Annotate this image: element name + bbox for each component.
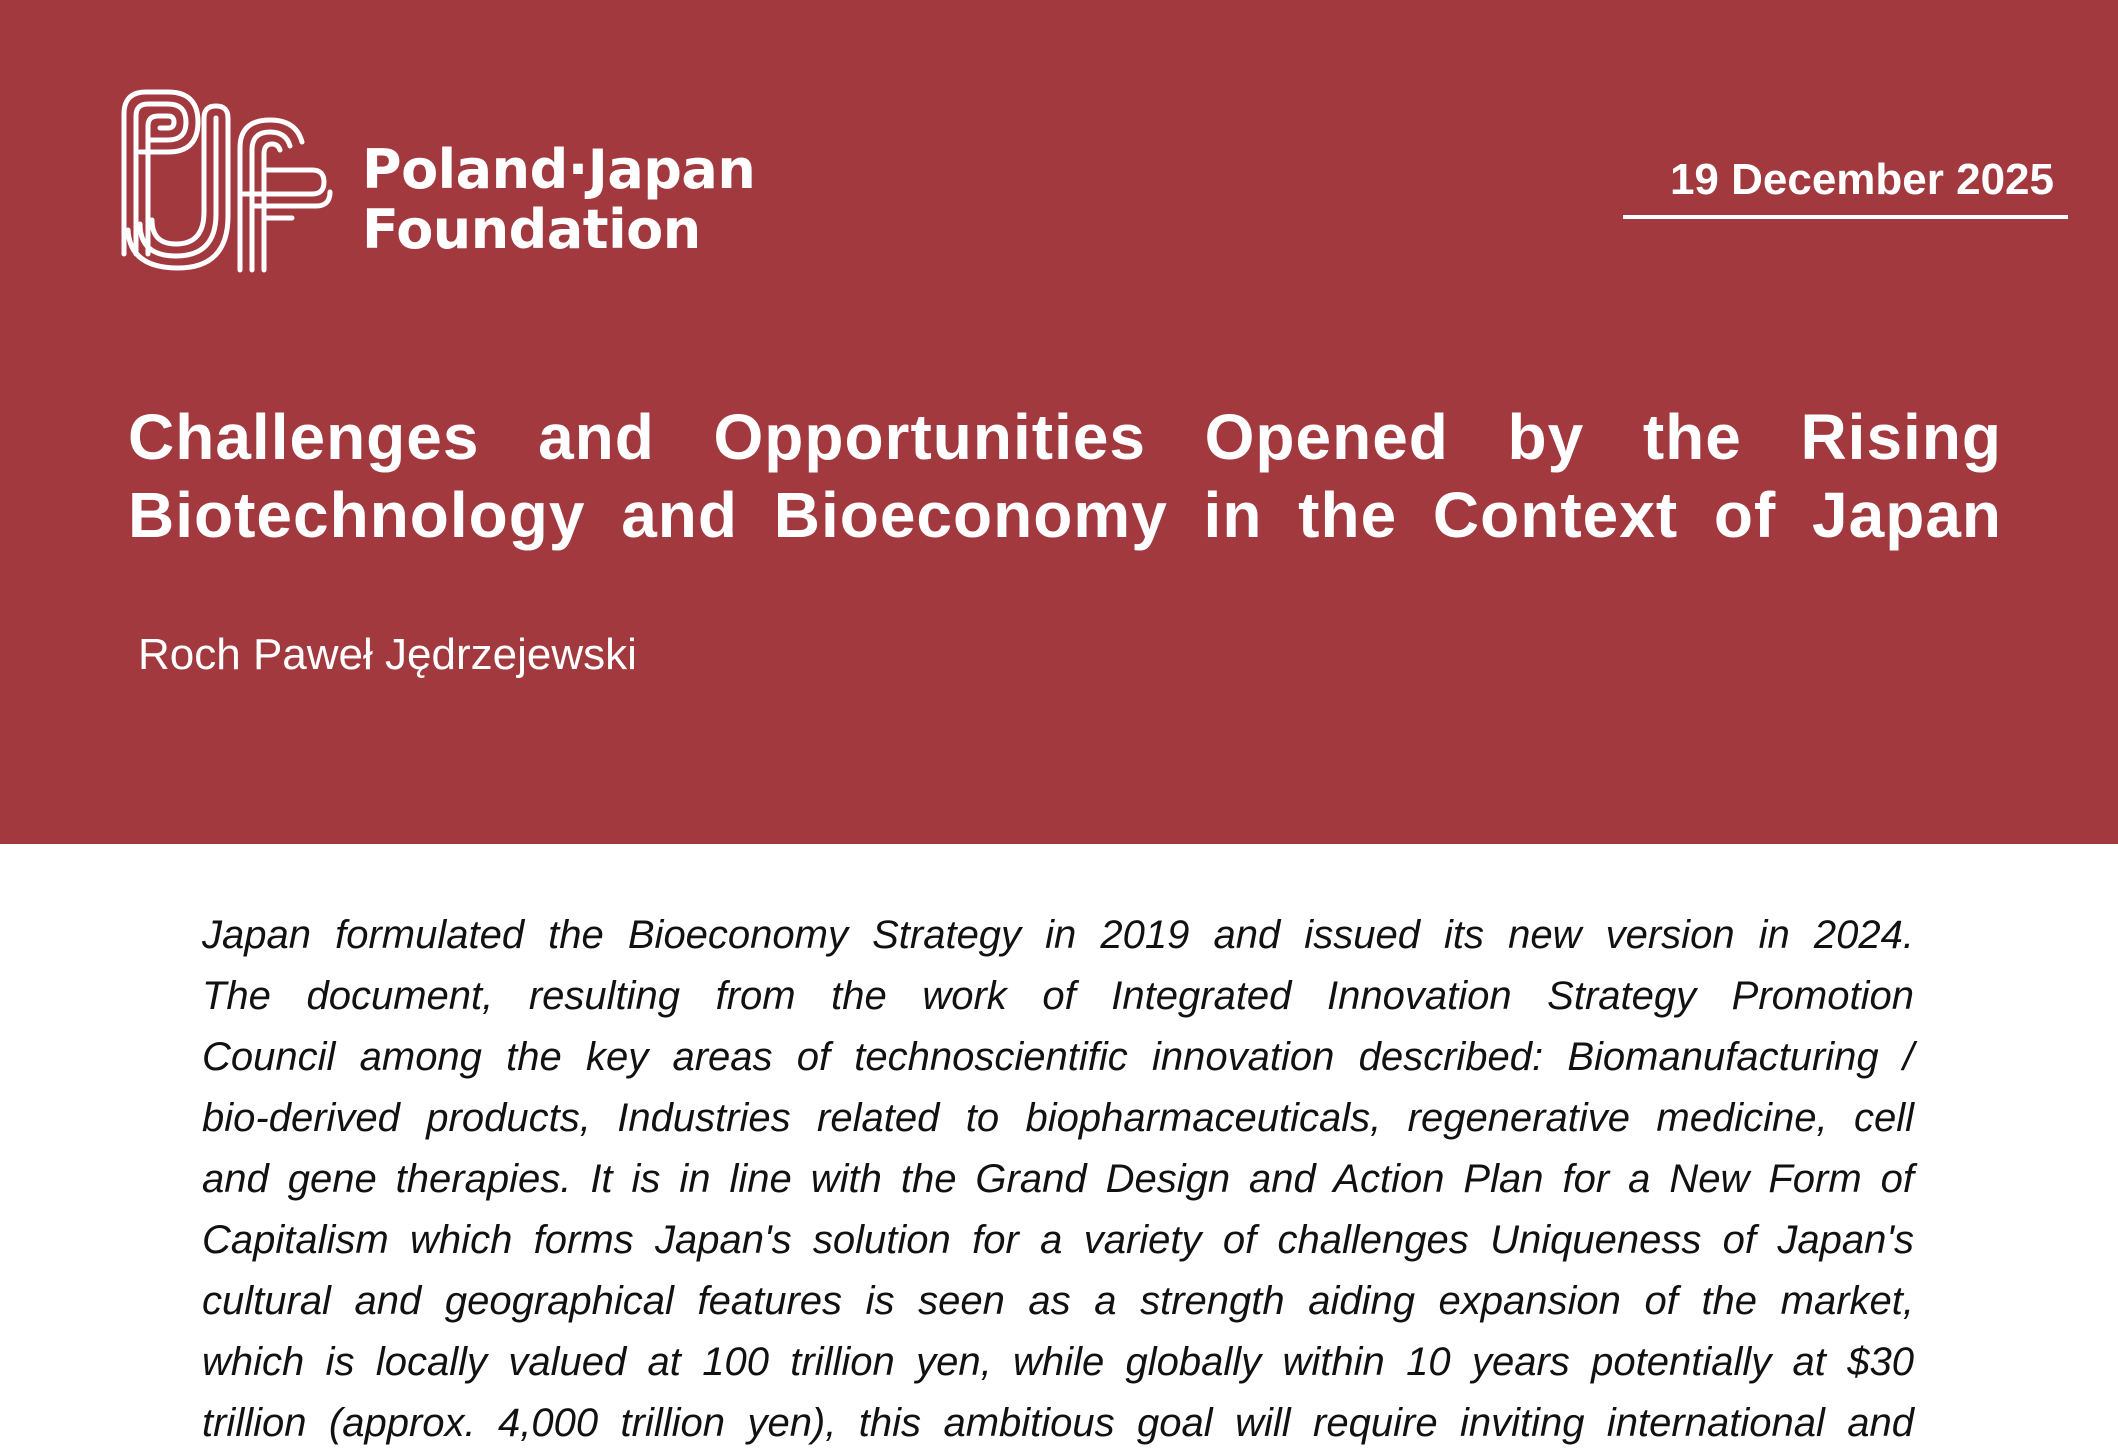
title-word: Opportunities [713,401,1146,473]
title-word: Biotechnology [128,479,586,551]
abstract-line: which is locally valued at 100 trillion yen, while globally within 10 years potentially at $30 [202,1340,1914,1384]
abstract-line: trillion (approx. 4,000 trillion yen), this ambitious goal will require inviting international and [202,1401,1914,1445]
publication-date: 19 December 2025 [1669,155,2054,204]
title-word: and [621,479,738,551]
title-word: of [1713,479,1777,551]
organization-name-line1: Poland·Japan [362,138,756,201]
title-word: Bioeconomy [773,479,1168,551]
abstract-line: cultural and geographical features is seen as a strength aiding expansion of the market, [202,1279,1914,1323]
pjf-logo-icon [116,84,332,274]
document-title [128,398,2002,554]
abstract-line: Capitalism which forms Japan's solution for a variety of challenges Uniqueness of Japan's [202,1218,1914,1262]
abstract-line: The document, resulting from the work of Integrated Innovation Strategy Promotion [202,974,1914,1018]
title-word: and [538,401,655,473]
organization-name [362,140,755,260]
title-word: Context [1432,479,1679,551]
title-word: Opened [1204,401,1449,473]
abstract-text [202,905,1914,1454]
title-word: the [1298,479,1398,551]
abstract-line: bio-derived products, Industries related to biopharmaceuticals, regenerative medicine, cell [202,1096,1914,1140]
abstract-line: and gene therapies. It is in line with the Grand Design and Action Plan for a New Form of [202,1157,1914,1201]
title-word: Japan [1812,479,2002,551]
title-word: the [1642,401,1742,473]
organization-name-line2: Foundation [362,198,701,261]
author-name: Roch Paweł Jędrzejewski [138,630,637,679]
title-word: Challenges [128,401,480,473]
abstract-line: Japan formulated the Bioeconomy Strategy in 2019 and issued its new version in 2024. [202,913,1914,957]
title-line-1 [128,398,2002,476]
abstract-line: Council among the key areas of technoscientific innovation described: Biomanufacturing / [202,1035,1914,1079]
title-word: by [1507,401,1585,473]
title-word: Rising [1800,401,2002,473]
title-word: in [1203,479,1263,551]
title-line-2 [128,476,2002,554]
date-underline [1623,215,2068,219]
